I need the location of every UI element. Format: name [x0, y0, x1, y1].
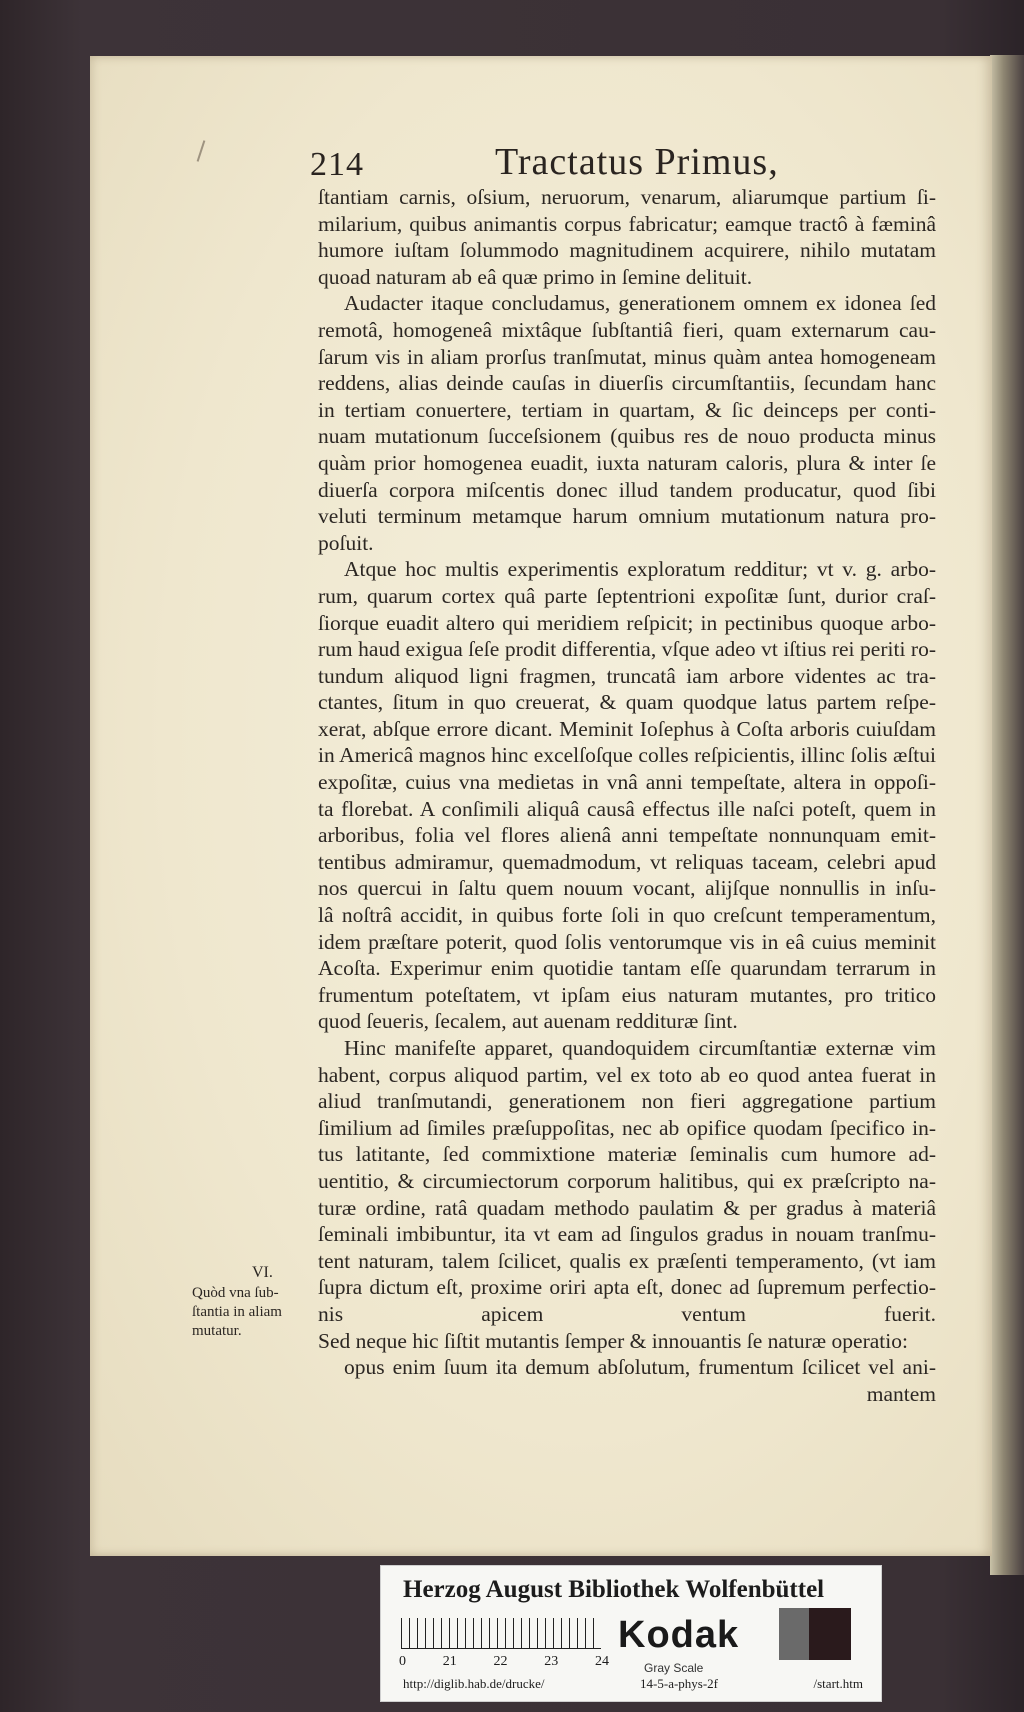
text-line: tentibus admiramur, quemadmodum, vt reliquas taceam, celebri apud [318, 849, 936, 874]
text-line: ſiorque euadit altero qui meridiem reſpicit; in pectinibus quoque arbo- [318, 610, 936, 635]
text-line: quàm prior homogenea euadit, iuxta naturam caloris, plura & inter ſe [318, 450, 936, 475]
text-line: diuerſa corpora miſcentis donec illud tandem producatur, quod ſibi [318, 477, 936, 502]
ruler-number: 24 [595, 1654, 609, 1669]
text-line: expoſitæ, cuius vna medietas in vnâ anni tempeſtate, altera in oppoſi- [318, 770, 936, 795]
text-line: milarium, quibus animantis corpus fabricatur; eamque tractô à fæminâ [318, 211, 936, 236]
text-line: idem præſtare poterit, quod ſolis ventorumque vis in eâ cuius meminit [318, 929, 936, 954]
dark-swatch [809, 1608, 851, 1660]
text-line: in tertiam conuertere, tertiam in quartam, & ſic deinceps per conti- [318, 397, 936, 422]
text-line: nuam mutationum ſucceſsionem (quibus res de nouo producta minus [318, 424, 936, 449]
text-line: Audacter itaque concludamus, generationem omnem ex idonea ſed [344, 291, 936, 316]
text-line: veluti terminum metamque harum omnium mutationum natura pro- [318, 504, 936, 529]
text-line: opus enim ſuum ita demum abſolutum, frumentum ſcilicet vel ani- [344, 1355, 936, 1380]
text-line: tundum aliquod ligni fragmen, truncatâ iam arbore videntes ac tra- [318, 663, 936, 688]
text-line: nis apicem ventum fuerit. [318, 1301, 936, 1326]
text-line: ſeminali imbibuntur, ita vt eam ad ſingulos gradus in nouam tranſmu- [318, 1222, 936, 1247]
running-title: Tractatus Primus, [495, 141, 779, 183]
text-line: rum, quarum cortex quâ parte ſeptentrioni expoſitæ ſunt, durior craſ- [318, 583, 936, 608]
scale-ruler [401, 1618, 601, 1649]
text-line: xerat, abſque errore dicant. Meminit Ioſephus à Coſta arboris cuiuſdam [318, 716, 936, 741]
text-line: poſuit. [318, 530, 374, 555]
kodak-logo: Kodak [618, 1614, 740, 1656]
text-line: humore iuſtam ſolummodo magnitudinem acquirere, nihilo mutatam [318, 238, 936, 263]
text-line: remotâ, homogeneâ mixtâque ſubſtantiâ fieri, quam externarum cau- [318, 317, 936, 342]
page-number: 214 [310, 146, 364, 183]
text-line: tent naturam, talem ſcilicet, qualis ex præſenti temperamento, (vt iam [318, 1248, 936, 1273]
url-left: http://diglib.hab.de/drucke/ [403, 1676, 545, 1691]
margin-note-number: VI. [252, 1264, 273, 1281]
text-line: uentitio, & circumiectorum corporum halitibus, qui ex præſcripto na- [318, 1168, 936, 1193]
text-line: reddens, alias deinde cauſas in diuerſis circumſtantiis, ſecundam hanc [318, 371, 936, 396]
ruler-number: 0 [399, 1654, 406, 1669]
text-line: ſtantiam carnis, oſsium, neruorum, venarum, aliarumque partium ſi- [318, 185, 936, 209]
text-line: rum haud exigua ſeſe prodit differentia, vſque adeo vt iſtius rei periti ro- [318, 637, 936, 662]
color-calibration-target [380, 1565, 882, 1702]
gray-scale-label: Gray Scale [644, 1661, 704, 1675]
margin-note-line: ſtantia in aliam [192, 1304, 282, 1320]
text-line: tus latitante, ſed commixtione materiæ ſeminalis cum humore ad- [318, 1142, 936, 1167]
margin-note-line: mutatur. [192, 1323, 242, 1339]
text-line: habent, corpus aliquod partim, vel ex toto ab eo quod antea fuerat in [318, 1062, 936, 1087]
text-line: turæ ordine, ratâ quadam methodo paulatim & per gradus à materiâ [318, 1195, 936, 1220]
text-line: ſimilium ad ſimiles præſuppoſitas, nec ab opifice quodam ſpecifico in- [318, 1115, 936, 1140]
ruler-number: 21 [442, 1654, 457, 1669]
body-text [318, 184, 936, 1407]
ruler-number: 22 [493, 1654, 508, 1669]
target-footer [403, 1676, 863, 1692]
text-line: in Americâ magnos hinc excelſoſque colles reſpicientis, illinc ſolis æſtui [318, 743, 936, 768]
text-line: frumentum poteſtatem, vt ipſam eius naturam mutantes, pro tritico [318, 982, 936, 1007]
text-line: Hinc manifeſte apparet, quandoquidem circumſtantiæ externæ vim [344, 1036, 936, 1060]
ruler-number: 23 [544, 1654, 559, 1669]
ruler-numbers [399, 1654, 609, 1670]
page-header [310, 140, 960, 190]
shelfmark: 14-5-a-phys-2f [640, 1676, 719, 1691]
text-line: ſupra dictum eſt, proxime oriri apta eſt, donec ad ſupremum perfectio- [318, 1275, 936, 1300]
margin-note-line: Quòd vna ſub- [192, 1285, 279, 1301]
text-line: quoad naturam ab eâ quæ primo in ſemine delituit. [318, 264, 753, 289]
text-line: Sed neque hic ſiſtit mutantis ſemper & innouantis ſe naturæ operatio: [318, 1328, 908, 1353]
text-line: Acoſta. Experimur enim quotidie tantam eſſe quarundam terrarum in [318, 956, 936, 981]
text-line: ctantes, ſitum in quo creuerat, & quam quodque latus partem reſpe- [318, 690, 936, 715]
text-line: ſarum vis in aliam prorſus tranſmutat, minus quàm antea homogeneam [318, 344, 936, 369]
text-line: Atque hoc multis experimentis exploratum redditur; vt v. g. arbo- [344, 557, 936, 582]
text-line: aliud tranſmutandi, generationem non fieri aggregatione partium [318, 1089, 936, 1114]
text-line: mantem [866, 1381, 936, 1406]
gray-swatch [779, 1608, 809, 1660]
text-line: lâ noſtrâ accidit, in quibus forte ſoli in quo creſcunt temperamentum, [318, 903, 936, 928]
text-line: arboribus, folia vel flores alienâ anni tempeſtate nonnunquam emit- [318, 823, 936, 848]
url-right: /start.htm [813, 1676, 863, 1691]
library-name: Herzog August Bibliothek Wolfenbüttel [403, 1576, 825, 1603]
text-line: nos quercui in ſaltu quem nouum vocant, alijſque nonnullis in inſu- [318, 876, 936, 901]
page-edge [990, 55, 1024, 1575]
text-line: quod ſeueris, ſecalem, aut auenam reddituræ ſint. [318, 1009, 738, 1034]
text-line: ta florebat. A conſimili aliquâ causâ effectus ille naſci poteſt, quem in [318, 796, 936, 821]
